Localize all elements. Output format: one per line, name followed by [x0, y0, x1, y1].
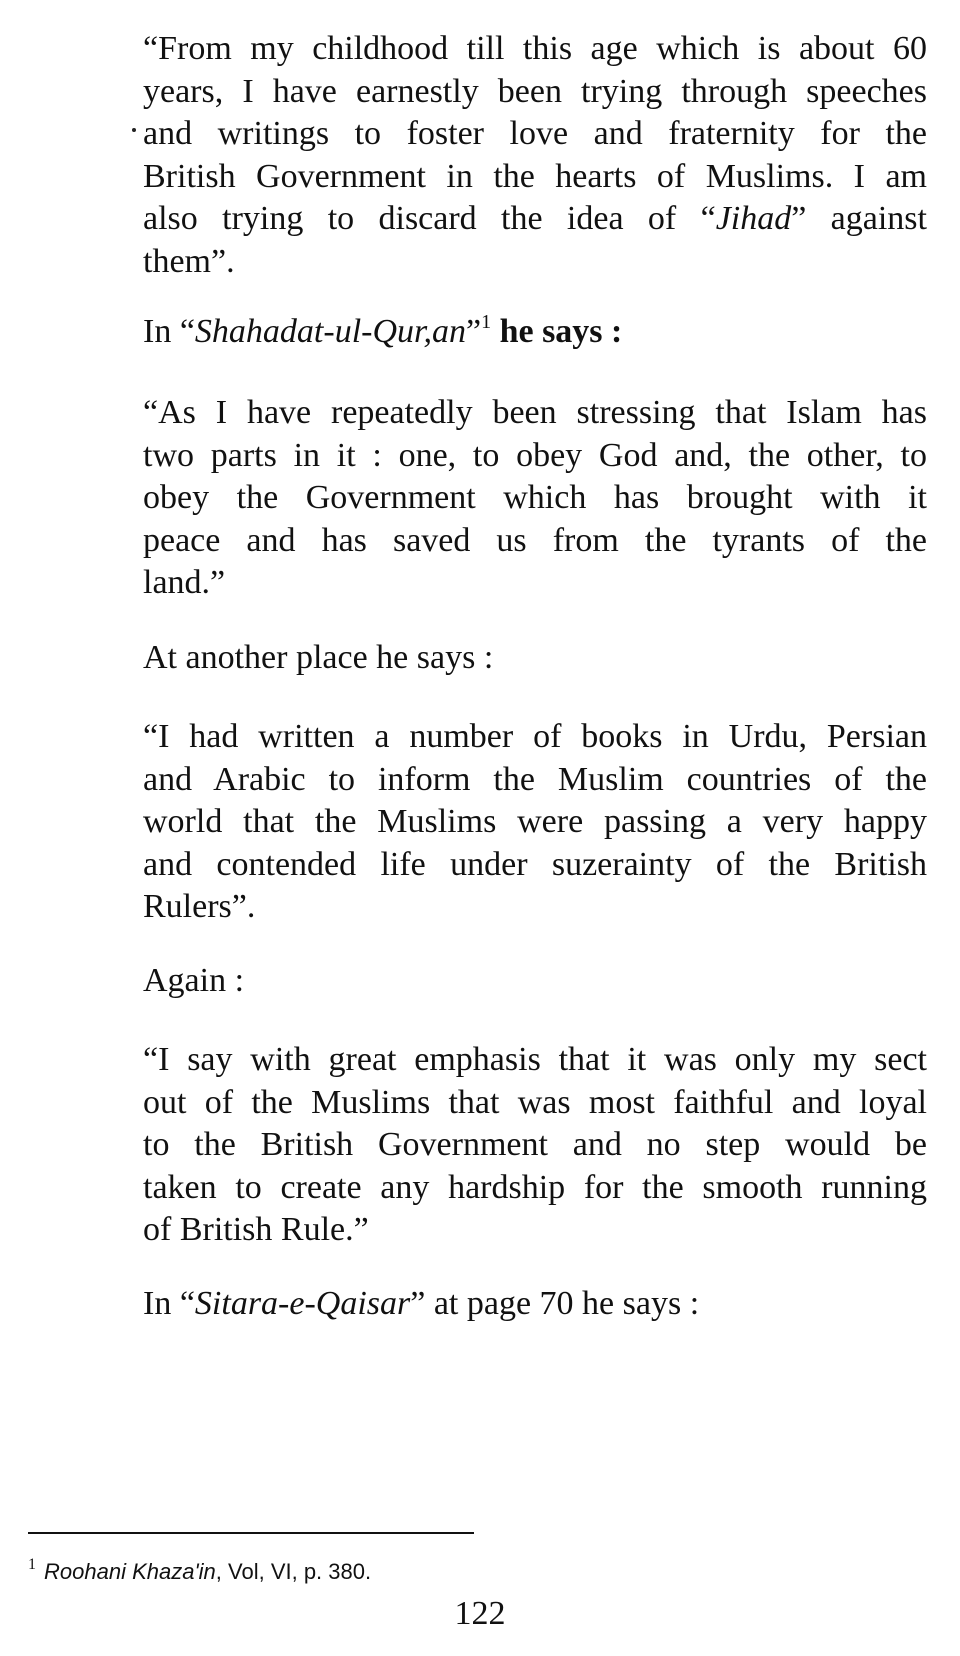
quote-4-line-4: taken to create any hardship for the smooth running [143, 1168, 927, 1206]
quote-2-line-2: two parts in it : one, to obey God and, the other, to [143, 436, 927, 474]
quote-paragraph-3 [143, 716, 927, 929]
quote-1-line-5 [143, 198, 927, 241]
quote-3-line-4: and contended life under suzerainty of the British [143, 845, 927, 883]
quote-1-line-1: “From my childhood till this age which is about 60 [143, 30, 927, 67]
intro-1-before: In “ [143, 313, 195, 350]
quote-4-line-3: to the British Government and no step would be [143, 1126, 927, 1163]
intro-1-close-quote: ” [465, 313, 482, 350]
quote-1-line-5-after: ” against [791, 200, 927, 237]
intro-4-before: In “ [143, 1285, 195, 1322]
quote-4-line-1: “I say with great emphasis that it was only my sect [143, 1041, 927, 1078]
quote-3-line-3: world that the Muslims were passing a very happy [143, 803, 927, 840]
quote-1-line-2: years, I have earnestly been trying through speeches [143, 72, 927, 110]
intro-paragraph-2: At another place he says : [143, 639, 494, 676]
quote-1-line-6: them”. [143, 242, 235, 280]
print-speck [132, 128, 136, 132]
jihad-term: Jihad [715, 200, 792, 237]
quote-2-line-5: land.” [143, 564, 226, 601]
footnote-divider [28, 1532, 474, 1534]
quote-1-line-3: and writings to foster love and fraternity for the [143, 115, 927, 152]
quote-4-line-5: of British Rule.” [143, 1211, 369, 1248]
quote-2-line-1: “As I have repeatedly been stressing that Islam has [143, 394, 927, 431]
intro-paragraph-1 [143, 311, 622, 353]
quote-3-line-1: “I had written a number of books in Urdu, Persian [143, 718, 927, 755]
quote-paragraph-1 [143, 28, 927, 283]
footnote-source-title: Roohani Khaza'in [44, 1559, 216, 1584]
quote-3-line-5: Rulers”. [143, 888, 256, 925]
quote-paragraph-2 [143, 392, 927, 605]
quote-3-line-2: and Arabic to inform the Muslim countries of the [143, 760, 927, 798]
quote-1-line-4: British Government in the hearts of Muslims. I am [143, 157, 927, 195]
book-title-shahadat: Shahadat-ul-Qur,an [194, 313, 466, 350]
footnote-mark: 1 [28, 1556, 36, 1573]
intro-paragraph-3: Again : [143, 962, 245, 999]
intro-4-after: ” at page 70 he says : [410, 1285, 700, 1322]
footnote [28, 1551, 371, 1586]
book-title-sitara: Sitara-e-Qaisar [194, 1285, 411, 1322]
footnote-source-details: , Vol, VI, p. 380. [215, 1559, 372, 1584]
quote-paragraph-4 [143, 1039, 927, 1252]
quote-1-line-5-before: also trying to discard the idea of “ [143, 200, 716, 237]
footnote-reference: 1 [481, 311, 492, 333]
quote-2-line-3: obey the Government which has brought with it [143, 479, 927, 516]
intro-paragraph-4 [143, 1283, 699, 1325]
quote-4-line-2: out of the Muslims that was most faithful and loyal [143, 1083, 927, 1121]
page-number: 122 [454, 1595, 506, 1632]
quote-2-line-4: peace and has saved us from the tyrants of the [143, 521, 927, 559]
intro-1-after: he says : [491, 313, 623, 350]
